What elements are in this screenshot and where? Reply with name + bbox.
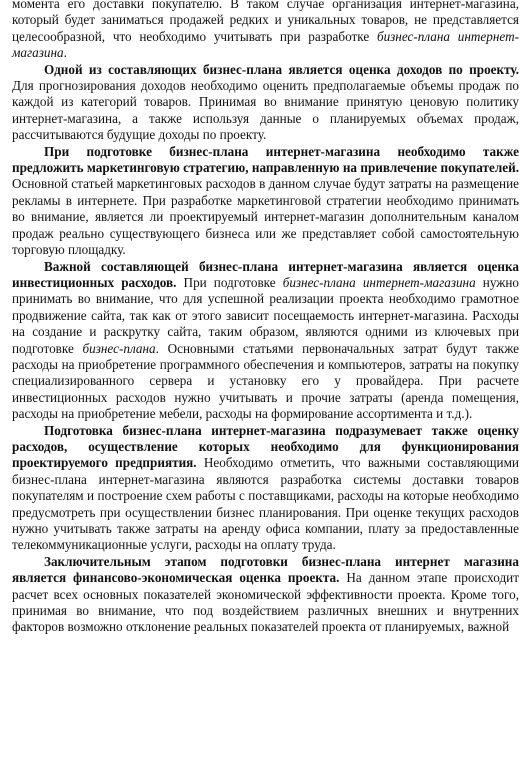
paragraph-5-lead: Подготовка бизнес-плана интернет-магазина подразумевает также оценку расходов, осуществление которых необходимо для функционирования проектируемого предприятия. bbox=[12, 422, 519, 471]
paragraph-1 bbox=[12, 0, 519, 62]
paragraph-2-lead: Одной из составляющих бизнес-плана является оценка доходов по проекту. bbox=[44, 61, 519, 77]
paragraph-1-period: . bbox=[63, 45, 67, 61]
document-page bbox=[12, 0, 519, 636]
paragraph-4-body-2: нужно принимать во внимание, что для успешной реализации проекта необходимо грамотное продвижение сайта, так как от этого зависит посещаемость интернет-магазина. Расходы на создание и раскрутку сайта, таким образом, являются одними из ключевых при подготовке bbox=[12, 274, 520, 356]
paragraph-5-body: Необходимо отметить, что важными составляющими бизнес-плана интернет-магазина являются разработка системы доставки товаров покупателям и построение схем работы с поставщиками, расходы на которые необходимо предусмотреть при осуществлении бизнес планирования. При оценке текущих расходов нужно учитывать также затраты на аренду офиса компании, плату за предоставленные телекоммуникационные услуги, расходы на оплату труда. bbox=[12, 455, 519, 553]
paragraph-6-body: На данном этапе происходит расчет всех основных показателей экономической эффективности проекта. Кроме того, принимая во внимание, что под воздействием различных внешних и внутренних факторов возможно отклонение реальных показателей проекта от планируемых, важной bbox=[12, 570, 520, 635]
paragraph-3-body: Основной статьей маркетинговых расходов в данном случае будут затраты на размещение рекламы в интернете. При разработке маркетинговой стратегии необходимо принимать во внимание, является ли проектируемый интернет-магазин дополнительным каналом продаж реально существующего бизнеса или же представляет собой самостоятельную торговую площадку. bbox=[12, 176, 519, 258]
paragraph-5 bbox=[12, 423, 519, 554]
paragraph-6 bbox=[12, 554, 519, 636]
paragraph-4-italic-term-2: бизнес-плана bbox=[82, 340, 156, 356]
paragraph-4-italic-term-1: бизнес-плана интернет-магазина bbox=[282, 274, 476, 290]
paragraph-3 bbox=[12, 144, 519, 259]
paragraph-6-lead: Заключительным этапом подготовки бизнес-плана интернет магазина является финансово-экономическая оценка проекта. bbox=[12, 553, 519, 586]
paragraph-1-text: момента его доставки покупателю. В таком случае организация интернет-магазина, который будет заниматься продажей редких и уникальных товаров, не представляется целесообразной, что необходимо учитывать при разработке bbox=[12, 0, 519, 44]
paragraph-2-body: Для прогнозирования доходов необходимо оценить предполагаемые объемы продаж по каждой из категорий товаров. Принимая во внимание принятую ценовую политику интернет-магазина, а также используя данные о планируемых объемах продаж, рассчитываются будущие доходы по проекту. bbox=[12, 78, 519, 143]
paragraph-4 bbox=[12, 259, 519, 423]
paragraph-3-lead: При подготовке бизнес-плана интернет-магазина необходимо также предложить маркетинговую стратегию, направленную на привлечение покупателей. bbox=[12, 143, 519, 176]
paragraph-2 bbox=[12, 62, 519, 144]
paragraph-1-italic-term: бизнес-плана интернет-магазина bbox=[12, 28, 519, 61]
paragraph-4-lead: Важной составляющей бизнес-плана интернет-магазина является оценка инвестиционных расходов. bbox=[12, 258, 519, 290]
paragraph-4-body-1: При подготовке bbox=[176, 274, 283, 290]
paragraph-4-body-3: . Основными статьями первоначальных затрат будут также расходы на приобретение программного обеспечения и компьютеров, затраты на покупку специализированного сервера и установку его у провайдера. При расчете инвестиционных расходов нужно учитывать и прочие затраты (аренда помещения, расходы на приобретение мебели, расходы на формирование ассортимента и т.д.). bbox=[12, 340, 519, 422]
